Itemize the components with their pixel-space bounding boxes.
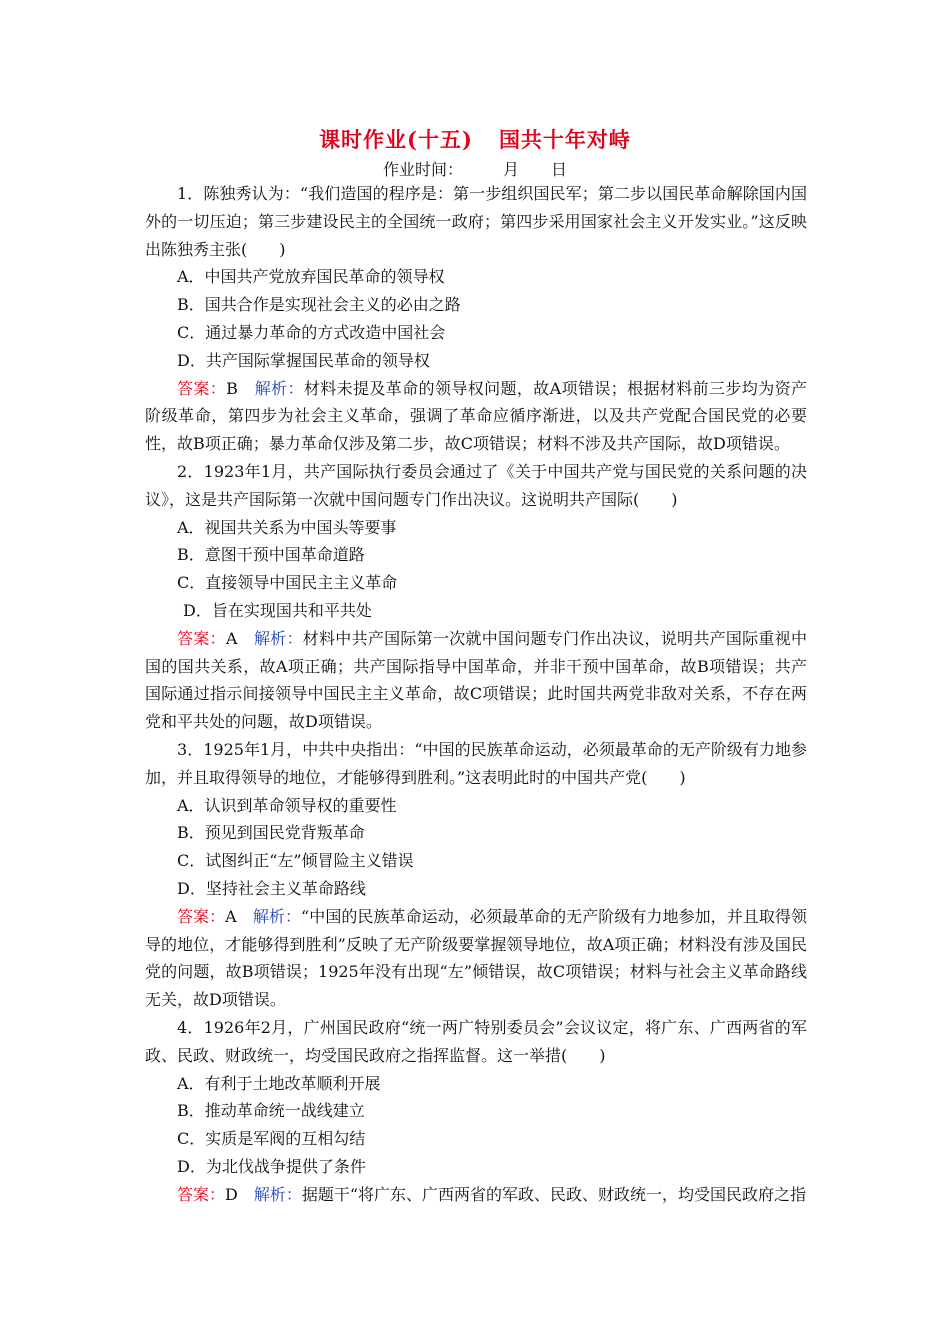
homework-time-label: 作业时间： (382, 160, 463, 179)
answer-block (145, 375, 807, 458)
analysis-text: “中国的民族革命运动，必须最革命的无产阶级有力地参加，并且取得领导的地位，才能够得到胜利”反映了无产阶级要掌握领导地位，故A项正确；材料没有涉及国民党的问题，故B项错误；1925年没有出现“左”倾错误，故C项错误；材料与社会主义革命路线无关，故D项错误。 (145, 906, 807, 1010)
analysis-label: 解析： (254, 378, 304, 398)
option-d: D．坚持社会主义革命路线 (177, 878, 366, 898)
analysis-text: 材料未提及革命的领导权问题，故A项错误；根据材料前三步均为资产阶级革命，第四步为社会主义革命，强调了革命应循序渐进，以及共产党配合国民党的必要性，故B项正确；暴力革命仅涉及第二步，故C项错误；材料不涉及共产国际，故D项错误。 (145, 378, 807, 454)
answer-value: A (225, 906, 237, 926)
answer-block (145, 625, 807, 736)
question-1 (145, 180, 807, 458)
option-b: B．预见到国民党背叛革命 (177, 823, 365, 843)
page-title (0, 124, 950, 154)
analysis-label: 解析： (253, 628, 303, 648)
option-c: C．通过暴力革命的方式改造中国社会 (177, 322, 446, 342)
question-stem: 1．陈独秀认为：“我们造国的程序是：第一步组织国民军；第二步以国民革命解除国内国外的一切压迫；第三步建设民主的全国统一政府；第四步采用国家社会主义开发实业。”这反映出陈独秀主张( ) (145, 184, 807, 259)
option-b: B．推动革命统一战线建立 (177, 1101, 365, 1121)
answer-value: A (225, 628, 238, 648)
answer-block (145, 903, 807, 1014)
answer-block (145, 1181, 807, 1209)
answer-label: 答案： (177, 628, 226, 648)
answer-label: 答案： (177, 378, 227, 398)
question-2 (145, 458, 807, 736)
option-b: B．意图干预中国革命道路 (177, 545, 365, 565)
analysis-label: 解析： (252, 906, 302, 926)
homework-time-month: 月 (502, 160, 519, 179)
option-c: C．实质是军阀的互相勾结 (177, 1129, 366, 1149)
answer-value: D (225, 1184, 238, 1204)
analysis-text: 据题干“将广东、广西两省的军政、民政、财政统一，均受国民政府之指 (301, 1184, 807, 1204)
answer-label: 答案： (177, 1184, 226, 1204)
option-a: A．视国共关系为中国头等要事 (177, 517, 397, 537)
option-d: D．为北伐战争提供了条件 (177, 1156, 366, 1176)
analysis-label: 解析： (253, 1184, 302, 1204)
question-stem: 4．1926年2月，广州国民政府“统一两广特别委员会”会议议定，将广东、广西两省的军政、民政、财政统一，均受国民政府之指挥监督。这一举措( ) (145, 1017, 807, 1065)
title-main: 课时作业(十五) (319, 127, 473, 152)
option-a: A．中国共产党放弃国民革命的领导权 (177, 267, 445, 287)
option-a: A．认识到革命领导权的重要性 (177, 795, 397, 815)
option-b: B．国共合作是实现社会主义的必由之路 (177, 295, 461, 315)
analysis-text: 材料中共产国际第一次就中国问题专门作出决议，说明共产国际重视中国的国共关系，故A项正确；共产国际指导中国革命，并非干预中国革命，故B项错误；共产国际通过指示间接领导中国民主主义革命，故C项错误；此时国共两党非敌对关系，不存在两党和平共处的问题，故D项错误。 (145, 628, 807, 732)
option-c: C．试图纠正“左”倾冒险主义错误 (177, 851, 414, 871)
question-list (145, 180, 807, 1208)
question-stem: 3．1925年1月，中共中央指出：“中国的民族革命运动，必须最革命的无产阶级有力地参加，并且取得领导的地位，才能够得到胜利。”这表明此时的中国共产党( ) (145, 739, 807, 787)
option-d: D．共产国际掌握国民革命的领导权 (177, 350, 430, 370)
title-sub: 国共十年对峙 (498, 127, 631, 152)
question-stem: 2．1923年1月，共产国际执行委员会通过了《关于中国共产党与国民党的关系问题的决议》，这是共产国际第一次就中国问题专门作出决议。这说明共产国际( ) (145, 461, 807, 509)
homework-time (0, 157, 950, 180)
answer-label: 答案： (177, 906, 226, 926)
answer-value: B (226, 378, 238, 398)
option-d: D．旨在实现国共和平共处 (183, 600, 372, 620)
option-c: C．直接领导中国民主主义革命 (177, 573, 398, 593)
homework-time-day: 日 (551, 160, 568, 179)
question-3 (145, 736, 807, 1014)
option-a: A．有利于土地改革顺利开展 (177, 1073, 381, 1093)
question-4 (145, 1014, 807, 1209)
